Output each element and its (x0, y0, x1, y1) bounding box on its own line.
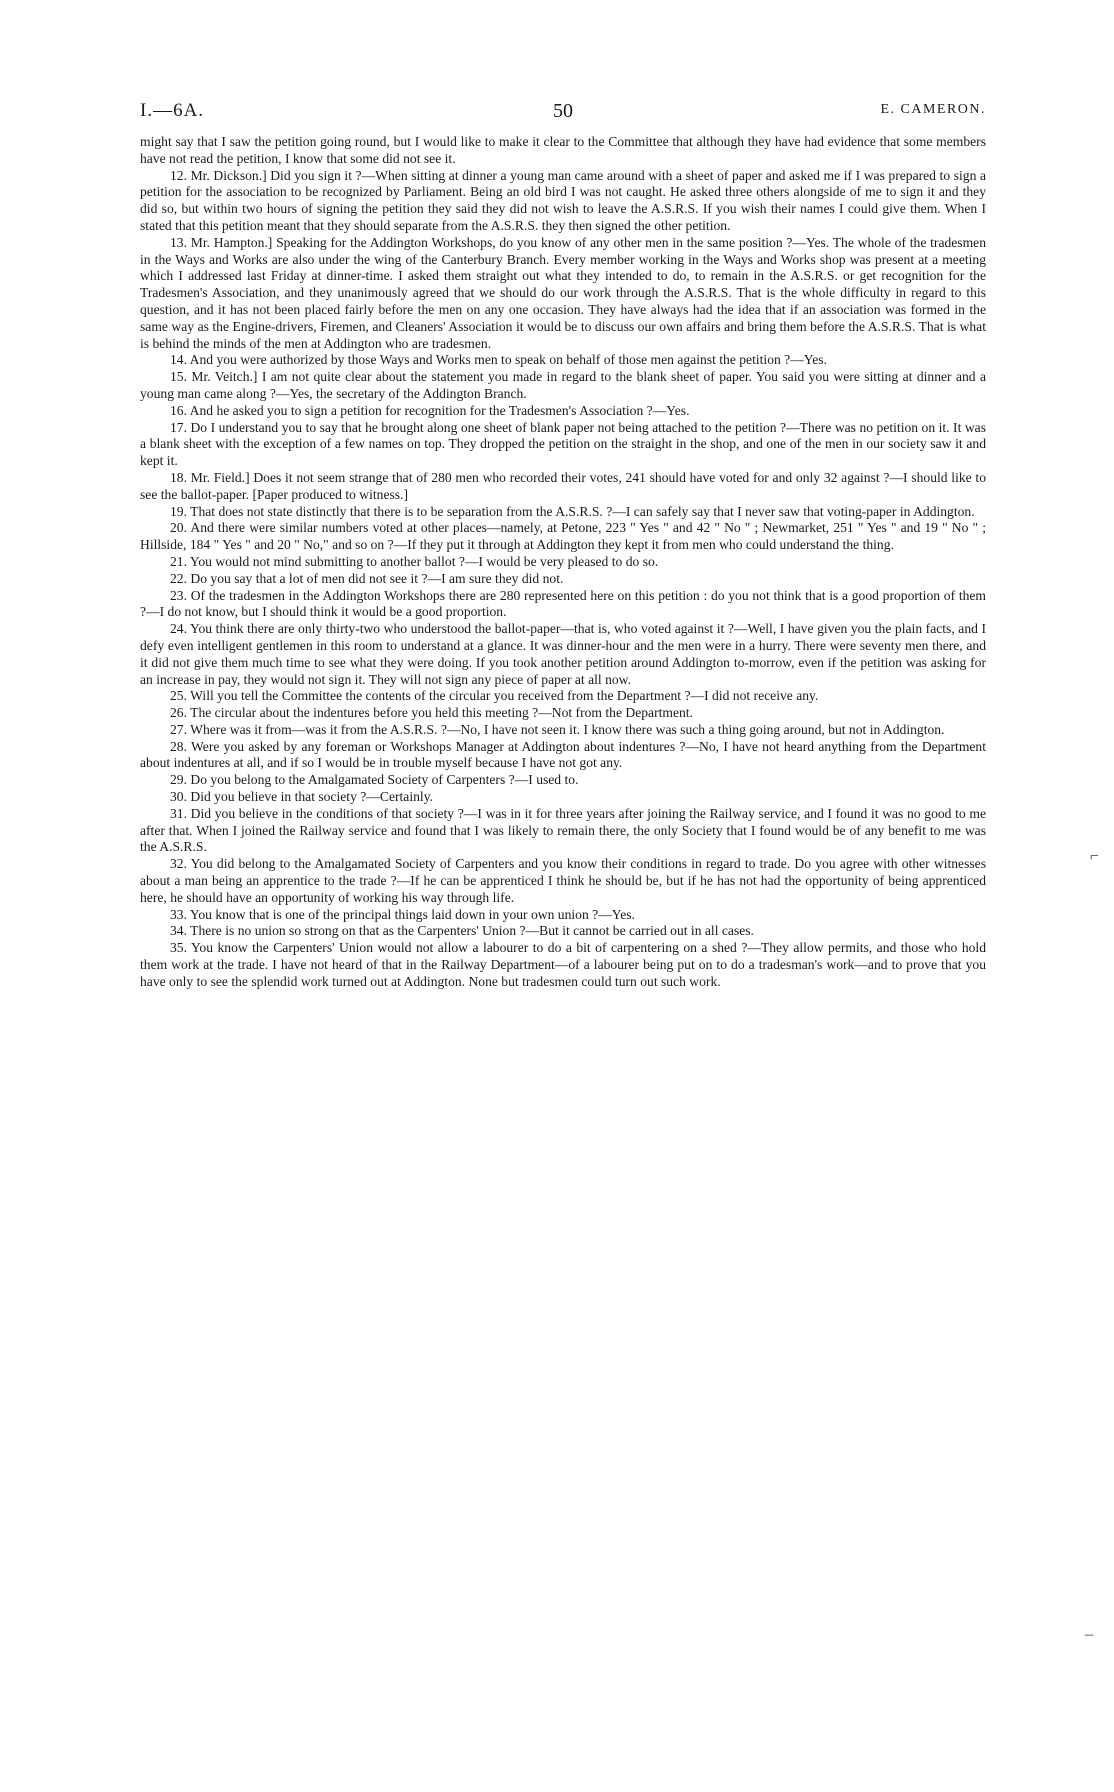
question-14: 14. And you were authorized by those Ways and Works men to speak on behalf of those men against the petition ?—Yes. (170, 352, 827, 368)
question-18: 18. Mr. Field.] Does it not seem strange that of 280 men who recorded their votes, 241 should have voted for and only 32 against ?—I should like to see the ballot-paper. [Paper produced to witness.] (140, 469, 986, 502)
question-16: 16. And he asked you to sign a petition for recognition for the Tradesmen's Association ?—Yes. (170, 402, 690, 418)
margin-mark: ⌐ (1090, 848, 1100, 865)
question-22: 22. Do you say that a lot of men did not see it ?—I am sure they did not. (170, 570, 564, 586)
question-25: 25. Will you tell the Committee the contents of the circular you received from the Department ?—I did not receive any. (170, 688, 819, 704)
question-19: 19. That does not state distinctly that there is to be separation from the A.S.R.S. ?—I can safely say that I never saw that voting-paper in Addington. (170, 503, 975, 519)
question-27: 27. Where was it from—was it from the A.S.R.S. ?—No, I have not seen it. I know there was such a thing going around, but not in Addington. (170, 721, 945, 737)
document-page (140, 100, 986, 991)
question-35: 35. You know the Carpenters' Union would not allow a labourer to do a bit of carpentering on a shed ?—They allow permits, and those who hold them work at the trade. I have not heard of that in the Railway Department—of a labourer being put on to do a tradesman's work—and to prove that you have only to see the splendid work turned out at Addington. None but tradesmen could turn out such work. (140, 940, 986, 989)
question-21: 21. You would not mind submitting to another ballot ?—I would be very pleased to do so. (170, 553, 659, 569)
question-12: 12. Mr. Dickson.] Did you sign it ?—When sitting at dinner a young man came around with a sheet of paper and asked me if I was prepared to sign a petition for the association to be recognized by Parliament. Being an old bird I was not caught. He asked three others alongside of me to sign it and they did so, but within two hours of signing the petition they said they did not wish to leave the A.S.R.S. If you wish their names I could give them. When I stated that this petition meant that they should separate from the A.S.R.S. they then signed the other petition. (140, 167, 986, 233)
witness-name: E. CAMERON. (880, 102, 986, 117)
question-13: 13. Mr. Hampton.] Speaking for the Addington Workshops, do you know of any other men in the same position ?—Yes. The whole of the tradesmen in the Ways and Works are also under the wing of the Canterbury Branch. Every member working in the Ways and Works shop was present at a meeting which I addressed last Friday at dinner-time. I asked them straight out what they intended to do, to remain in the A.S.R.S. or get recognition for the Tradesmen's Association, and they unanimously agreed that we should do our work through the A.S.R.S. That is the whole difficulty in regard to this question, and it has not been placed fairly before the men on any one occasion. They have always had the idea that if an association was formed in the same way as the Engine-drivers, Firemen, and Cleaners' Association it would be to discuss our own affairs and bring them before the A.S.R.S. That is what is behind the minds of the men at Addington who are tradesmen. (140, 234, 986, 351)
question-23: 23. Of the tradesmen in the Addington Workshops there are 280 represented here on this petition : do you not think that is a good proportion of them ?—I do not know, but I should think it would be a good proportion. (140, 587, 986, 620)
question-26: 26. The circular about the indentures before you held this meeting ?—Not from the Department. (170, 705, 693, 721)
question-34: 34. There is no union so strong on that as the Carpenters' Union ?—But it cannot be carried out in all cases. (170, 923, 754, 939)
question-29: 29. Do you belong to the Amalgamated Society of Carpenters ?—I used to. (170, 772, 579, 788)
page-number: 50 (553, 100, 573, 122)
parliamentary-paper-reference: I.—6A. (140, 100, 205, 121)
question-24: 24. You think there are only thirty-two who understood the ballot-paper—that is, who voted against it ?—Well, I have given you the plain facts, and I defy even intelligent gentlemen in this room to understand at a glance. It was dinner-hour and the men were in a hurry. There were seventy men there, and it did not give them much time to see what they were doing. If you took another petition around Addington to-morrow, even if the petition was asking for an increase in pay, they would not sign it. They will not sign any piece of paper at all now. (140, 621, 986, 687)
question-20: 20. And there were similar numbers voted at other places—namely, at Petone, 223 " Yes " and 42 " No " ; Newmarket, 251 " Yes " and 19 " No " ; Hillside, 184 " Yes " and 20 " No," and so on ?—If they put it through at Addington they kept it from men who could understand the thing. (140, 520, 986, 553)
margin-dash: – (1085, 1626, 1093, 1643)
paragraph-continuation: might say that I saw the petition going round, but I would like to make it clear to the Committee that although they have had evidence that some members have not read the petition, I know that some did not see it. (140, 134, 986, 166)
question-28: 28. Were you asked by any foreman or Workshops Manager at Addington about indentures ?—No, I have not heard anything from the Department about indentures at all, and if so I would be in trouble myself because I have not got any. (140, 738, 986, 771)
question-17: 17. Do I understand you to say that he brought along one sheet of blank paper not being attached to the petition ?—There was no petition on it. It was a blank sheet with the exception of a few names on top. They dropped the petition on the straight in the shop, and one of the men in our society saw it and kept it. (140, 419, 986, 469)
question-33: 33. You know that is one of the principal things laid down in your own union ?—Yes. (170, 906, 635, 922)
testimony-body (140, 134, 986, 991)
question-30: 30. Did you believe in that society ?—Certainly. (170, 789, 434, 805)
page-header (140, 100, 986, 134)
question-31: 31. Did you believe in the conditions of that society ?—I was in it for three years after joining the Railway service, and I found it was no good to me after that. When I joined the Railway service and found that I was likely to remain there, the only Society that I found would be of any benefit to me was the A.S.R.S. (140, 805, 986, 855)
question-15: 15. Mr. Veitch.] I am not quite clear about the statement you made in regard to the blank sheet of paper. You said you were sitting at dinner and a young man came along ?—Yes, the secretary of the Addington Branch. (140, 369, 986, 401)
question-32: 32. You did belong to the Amalgamated Society of Carpenters and you know their conditions in regard to trade. Do you agree with other witnesses about a man being an apprentice to the trade ?—If he can be apprenticed I think he should be, but if he has not had the opportunity of being apprenticed here, he should have an opportunity of working his way through life. (140, 856, 986, 905)
